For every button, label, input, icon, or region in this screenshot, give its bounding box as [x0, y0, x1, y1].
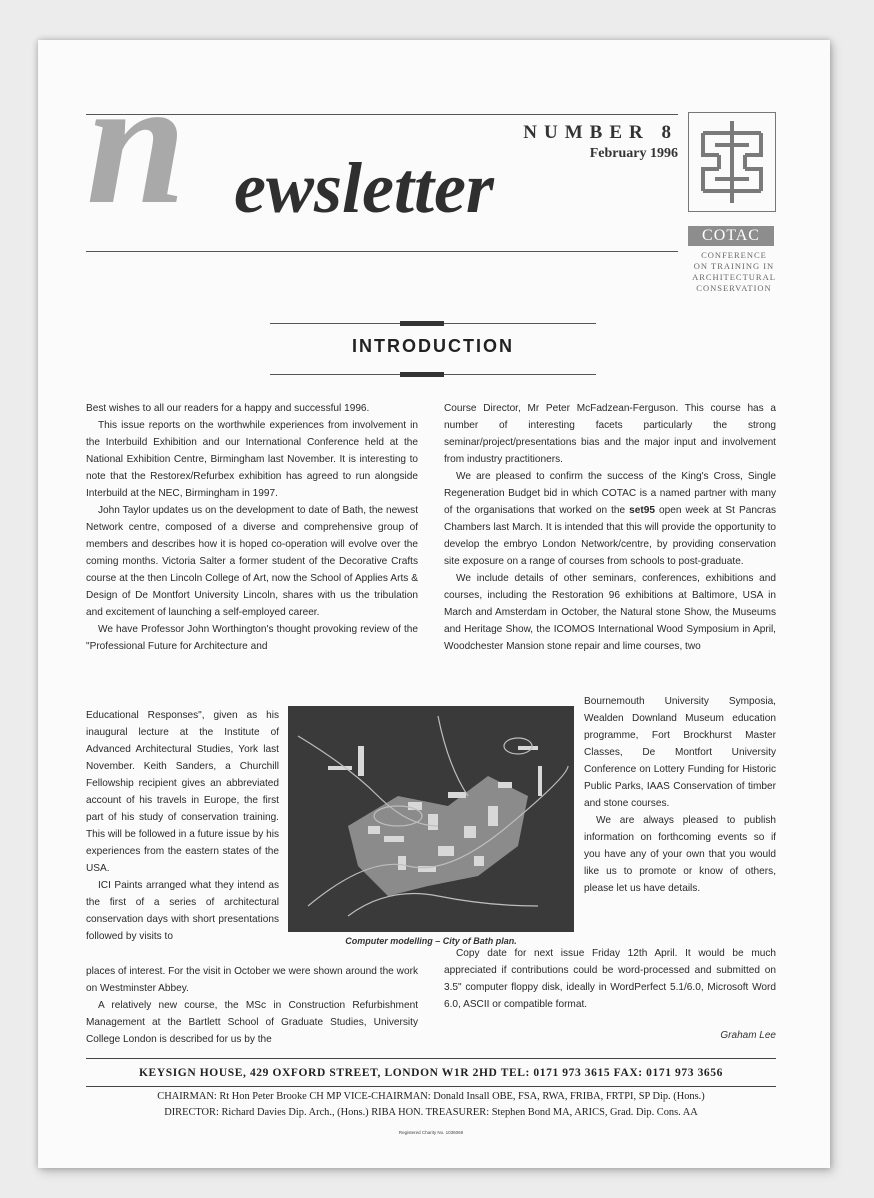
paragraph: We are pleased to confirm the success of the King's Cross, Single Regeneration Budget bid in which COTAC is a named partner with many of the organisations that worked on the set95 open week at St Pancras Chambers last March. It is intended that this will provide the opportunity to develop the embryo London Network/centre, by providing conservation site exposure on a range of courses from schools to post-graduate. — [444, 471, 776, 567]
paragraph: Educational Responses", given as his inaugural lecture at the Institute of Advanced Architectural Studies, York last November. Keith Sanders, a Churchill Fellowship recipient gives an abbreviated account of his travels in Europe, the first part of his study of conservation training. This will be followed in a future issue by his experiences from the eastern states of the USA. — [86, 710, 279, 874]
cotac-subtitle: CONFERENCE ON TRAINING IN ARCHITECTURAL CONSERVATION — [692, 250, 776, 293]
issue-date: February 1996 — [589, 146, 678, 161]
left-column-bottom — [86, 963, 418, 1048]
right-column-top — [444, 400, 776, 655]
paragraph: ICI Paints arranged what they intend as the first of a series of architectural conservation days with short presentations followed by visits to — [86, 880, 279, 942]
masthead-bottom-rule — [86, 251, 678, 252]
newsletter-page — [38, 40, 830, 1168]
paragraph: Bournemouth University Symposia, Wealden Downland Museum education programme, Fort Brockhurst Master Classes, De Montfort University Conference on Lottery Funding for Historic Public Parks, IAAS Conservation of timber and stone courses. — [584, 696, 776, 809]
paragraph: We are always pleased to publish information on forthcoming events so if you have any of your own that you would like us to promote or know of others, please let us have details. — [584, 815, 776, 894]
intro-bottom-mark — [400, 372, 444, 377]
masthead-initial: n — [86, 100, 187, 241]
left-column-wrap — [86, 707, 279, 945]
signature: Graham Lee — [720, 1030, 776, 1041]
footer-top-rule — [86, 1058, 776, 1059]
photo-caption: Computer modelling – City of Bath plan. — [345, 936, 517, 946]
registration-number: Registered Charity No. 1036069 — [398, 1130, 464, 1135]
paragraph: We have Professor John Worthington's thought provoking review of the "Professional Future for Architecture and — [86, 624, 418, 652]
footer-address: KEYSIGN HOUSE, 429 OXFORD STREET, LONDON W1R 2HD TEL: 0171 973 3615 FAX: 0171 973 3656 — [139, 1067, 723, 1079]
cotac-wordmark: COTAC — [688, 226, 774, 246]
footer-mid-rule — [86, 1086, 776, 1087]
footer-officers-line1: CHAIRMAN: Rt Hon Peter Brooke CH MP VICE-CHAIRMAN: Donald Insall OBE, FSA, RWA, FRIBA, FRTPI, SP Dip. (Hons.) — [157, 1091, 705, 1102]
paragraph: This issue reports on the worthwhile experiences from involvement in the Interbuild Exhibition and our International Conference held at the National Exhibition Centre, Birmingham last November. It is interesting to note that the Restorex/Refurbex exhibition has agreed to run alongside Interbuild at the NEC, Birmingham in 1997. — [86, 420, 418, 499]
paragraph: places of interest. For the visit in October we were shown around the work on Westminster Abbey. — [86, 966, 418, 994]
paragraph: We include details of other seminars, conferences, exhibitions and courses, including the Restoration 96 exhibitions at Baltimore, USA in March and Amsterdam in October, the Natural stone Show, the Museums and Heritage Show, the ICOMOS International Wood Symposium in April, Woodchester Mansion stone repair and lime courses, two — [444, 573, 776, 652]
footer-officers-line2: DIRECTOR: Richard Davies Dip. Arch., (Hons.) RIBA HON. TREASURER: Stephen Bond MA, ARICS, Grad. Dip. Cons. AA — [164, 1107, 698, 1118]
paragraph: Copy date for next issue Friday 12th April. It would be much appreciated if contributions could be word-processed and submitted on 3.5" computer floppy disk, ideally in WordPerfect 5.1/6.0, Microsoft Word 6.0, ASCII or compatible format. — [444, 948, 776, 1010]
paragraph: Course Director, Mr Peter McFadzean-Ferguson. This course has a number of interesting facets particularly the strong seminar/project/presentations bias and the major input and involvement from industry practitioners. — [444, 403, 776, 465]
paragraph: John Taylor updates us on the development to date of Bath, the newest Network centre, composed of a diverse and comprehensive group of members and describes how it is hoped co-operation will evolve over the coming months. Victoria Salter a former student of the Decorative Crafts course at the then Lincoln College of Art, now the School of Applies Arts & Design of De Montfort University Lincoln, shares with us the tribulation and excitement of launching a self-employed career. — [86, 505, 418, 618]
paragraph: Best wishes to all our readers for a happy and successful 1996. — [86, 403, 370, 414]
intro-top-mark — [400, 321, 444, 326]
set95-emphasis: set95 — [629, 505, 655, 516]
masthead-title: ewsletter — [234, 148, 494, 228]
paragraph: A relatively new course, the MSc in Construction Refurbishment Management at the Bartlett School of Graduate Studies, University College London is described for us by the — [86, 1000, 418, 1045]
city-of-bath-plan-image — [288, 706, 574, 932]
right-column-wrap — [584, 693, 776, 897]
section-title: INTRODUCTION — [352, 336, 514, 356]
issue-number: NUMBER 8 — [523, 122, 678, 143]
cotac-logo-icon — [688, 112, 776, 212]
right-column-bottom — [444, 945, 776, 1013]
left-column-top — [86, 400, 418, 655]
